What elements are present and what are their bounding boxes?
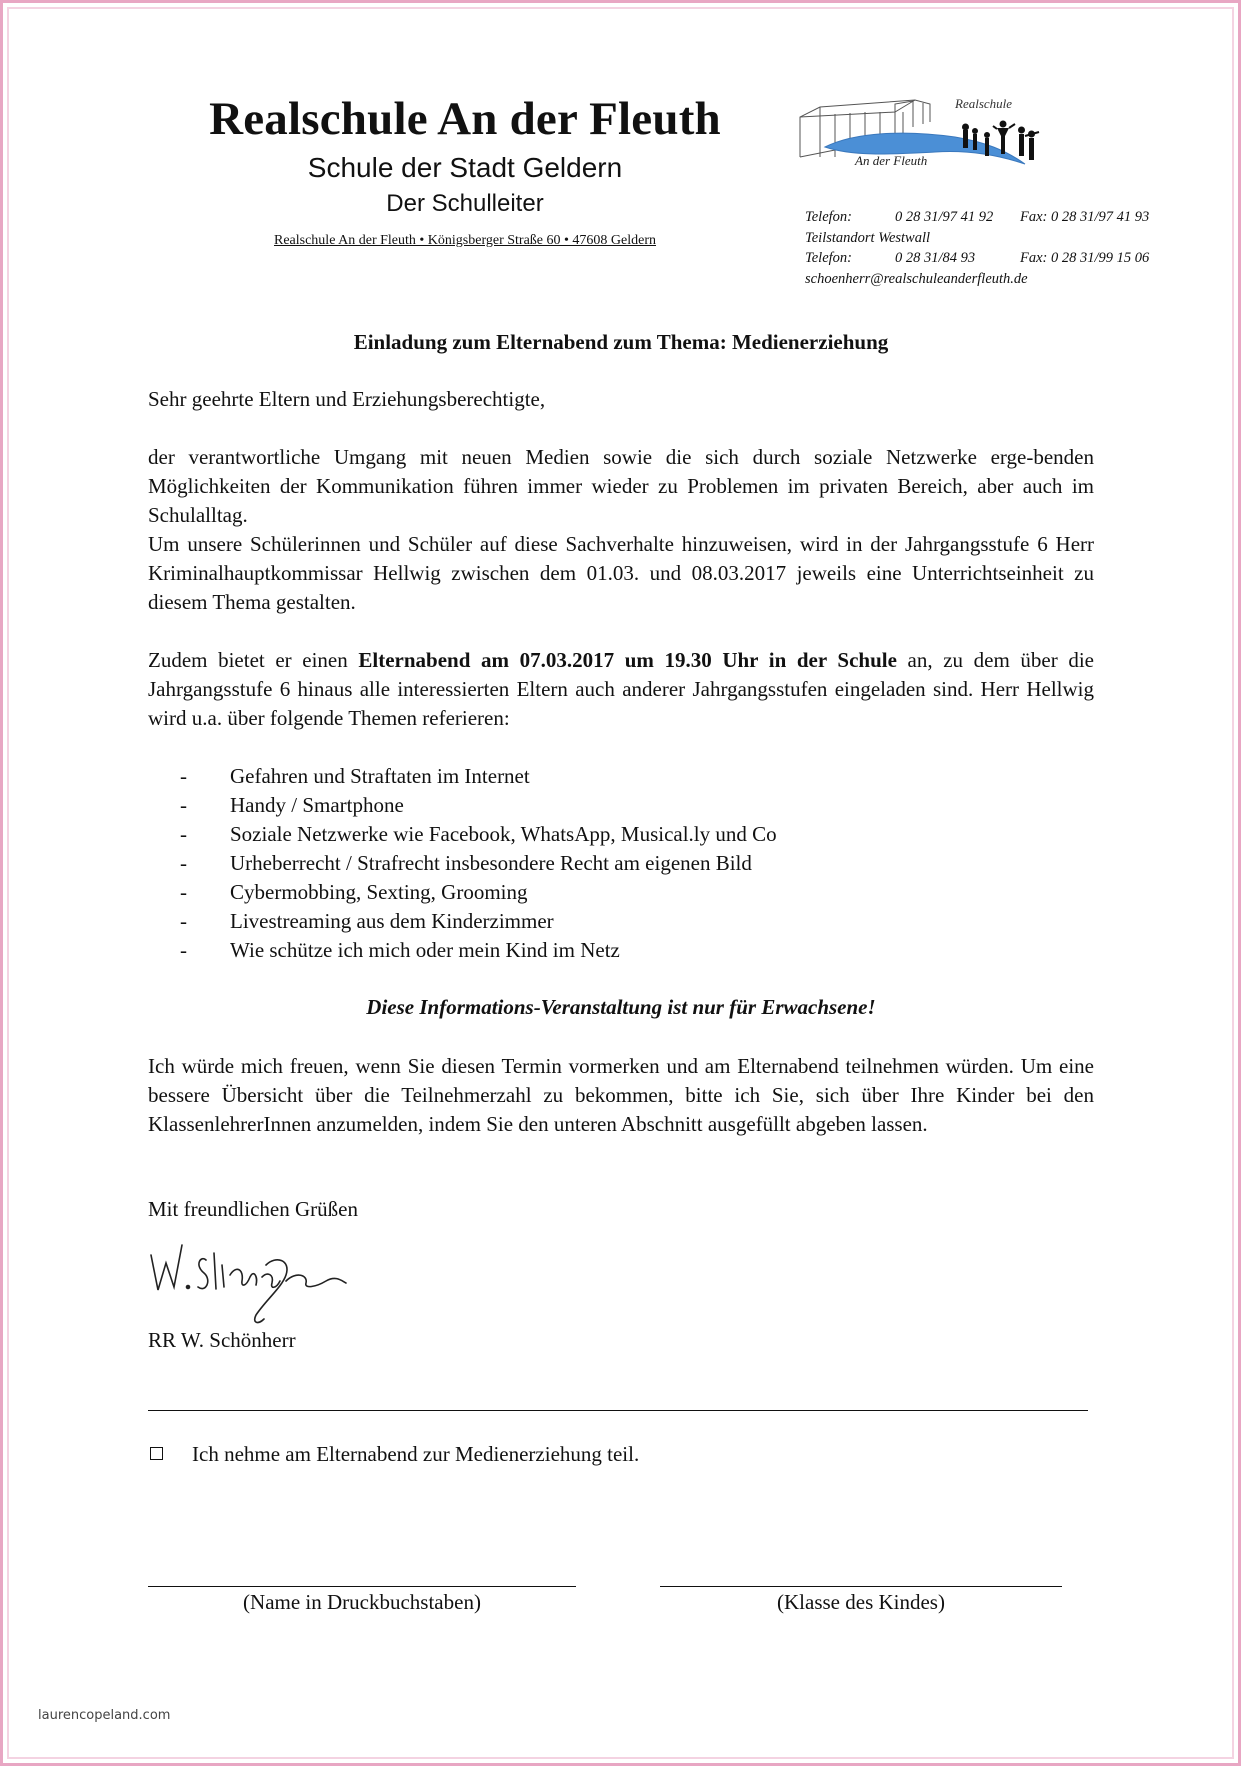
cut-line-divider — [148, 1410, 1088, 1411]
list-dash: - — [180, 764, 187, 788]
watermark: laurencopeland.com — [38, 1708, 171, 1723]
topic-text: Soziale Netzwerke wie Facebook, WhatsApp, Musical.ly und Co — [230, 822, 777, 846]
topic-list — [180, 762, 777, 965]
list-item — [180, 907, 777, 936]
list-item — [180, 791, 777, 820]
list-dash: - — [180, 909, 187, 933]
topic-text: Urheberrecht / Strafrecht insbesondere Recht am eigenen Bild — [230, 851, 752, 875]
list-item — [180, 878, 777, 907]
contact-row-phone — [805, 207, 1205, 228]
email-address: schoenherr@realschuleanderfleuth.de — [805, 270, 1028, 287]
signer-name: RR W. Schönherr — [148, 1328, 296, 1352]
event-details: Elternabend am 07.03.2017 um 19.30 Uhr in der Schule — [358, 648, 897, 672]
topic-text: Handy / Smartphone — [230, 793, 404, 817]
school-name: Realschule An der Fleuth — [209, 93, 721, 145]
contact-row-phone2 — [805, 248, 1205, 269]
fax2-number: Fax: 0 28 31/99 15 06 — [1020, 250, 1150, 266]
paragraph-1 — [148, 443, 1094, 617]
school-role: Der Schulleiter — [386, 190, 544, 217]
contact-row-email — [805, 269, 1205, 290]
logo-text-bottom: An der Fleuth — [855, 153, 928, 168]
signature — [146, 1225, 371, 1330]
phone2-label: Telefon: — [805, 250, 852, 266]
list-dash: - — [180, 938, 187, 962]
salutation: Sehr geehrte Eltern und Erziehungsberechtigte, — [148, 387, 546, 411]
school-subtitle: Schule der Stadt Geldern — [307, 152, 623, 183]
signature-graphic — [146, 1225, 371, 1330]
list-dash: - — [180, 822, 187, 846]
attendance-checkbox[interactable] — [150, 1447, 163, 1460]
phone2-number: 0 28 31/84 93 — [895, 250, 976, 266]
class-field-label: (Klasse des Kindes) — [777, 1590, 945, 1614]
adults-only-notice: Diese Informations-Veranstaltung ist nur für Erwachsene! — [366, 995, 876, 1019]
topic-text: Gefahren und Straftaten im Internet — [230, 764, 530, 788]
list-item — [180, 936, 777, 965]
name-field-label: (Name in Druckbuchstaben) — [243, 1590, 481, 1614]
logo-text-top: Realschule — [955, 96, 1013, 111]
closing: Mit freundlichen Grüßen — [148, 1197, 358, 1221]
branch-name: Teilstandort Westwall — [805, 229, 931, 246]
list-dash: - — [180, 851, 187, 875]
phone-number: 0 28 31/97 41 92 — [895, 209, 994, 225]
fax-number: Fax: 0 28 31/97 41 93 — [1020, 209, 1150, 225]
school-logo-graphic — [795, 92, 1070, 202]
phone-label: Telefon: — [805, 209, 852, 225]
paragraph-1b: Um unsere Schülerinnen und Schüler auf diese Sachverhalte hinzuweisen, wird in der Jahrgangsstufe 6 Herr Kriminalhauptkommissar Hellwig zwischen dem 01.03. und 08.03.2017 jeweils eine Unterrichtseinheit zu diesem Thema gestalten. — [148, 532, 1094, 614]
paragraph-2 — [148, 646, 1094, 733]
paragraph-2-pre: Zudem bietet er einen — [148, 648, 359, 672]
list-dash: - — [180, 880, 187, 904]
topic-text: Cybermobbing, Sexting, Grooming — [230, 880, 528, 904]
contact-block — [805, 207, 1205, 289]
contact-row-branch — [805, 228, 1205, 249]
paragraph-2-post: an, zu dem über die Jahrgangsstufe 6 hinaus alle interessierten Eltern auch anderer Jahrgangsstufen eingeladen sind. Herr Hellwig wird u.a. über folgende Themen referieren: — [148, 648, 1094, 730]
attendance-label: Ich nehme am Elternabend zur Medienerziehung teil. — [192, 1442, 640, 1466]
name-field[interactable] — [148, 1586, 576, 1587]
list-item — [180, 762, 777, 791]
school-logo — [795, 92, 1070, 202]
paragraph-3: Ich würde mich freuen, wenn Sie diesen Termin vormerken und am Elternabend teilnehmen würden. Um eine bessere Übersicht über die Teilnehmerzahl zu bekommen, bitte ich Sie, sich über Ihre Kinder bei den KlassenlehrerInnen anzumelden, indem Sie den unteren Abschnitt ausgefüllt abgeben lassen. — [148, 1054, 1094, 1136]
class-field[interactable] — [660, 1586, 1062, 1587]
list-item — [180, 820, 777, 849]
school-address: Realschule An der Fleuth • Königsberger Straße 60 • 47608 Geldern — [273, 233, 657, 248]
list-item — [180, 849, 777, 878]
topic-text: Wie schütze ich mich oder mein Kind im Netz — [230, 938, 620, 962]
paragraph-1a: der verantwortliche Umgang mit neuen Medien sowie die sich durch soziale Netzwerke erge-benden Möglichkeiten der Kommunikation führen immer wieder zu Problemen im privaten Bereich, aber auch im Schulalltag. — [148, 445, 1094, 527]
topic-text: Livestreaming aus dem Kinderzimmer — [230, 909, 554, 933]
list-dash: - — [180, 793, 187, 817]
letter-subject: Einladung zum Elternabend zum Thema: Medienerziehung — [353, 330, 889, 354]
